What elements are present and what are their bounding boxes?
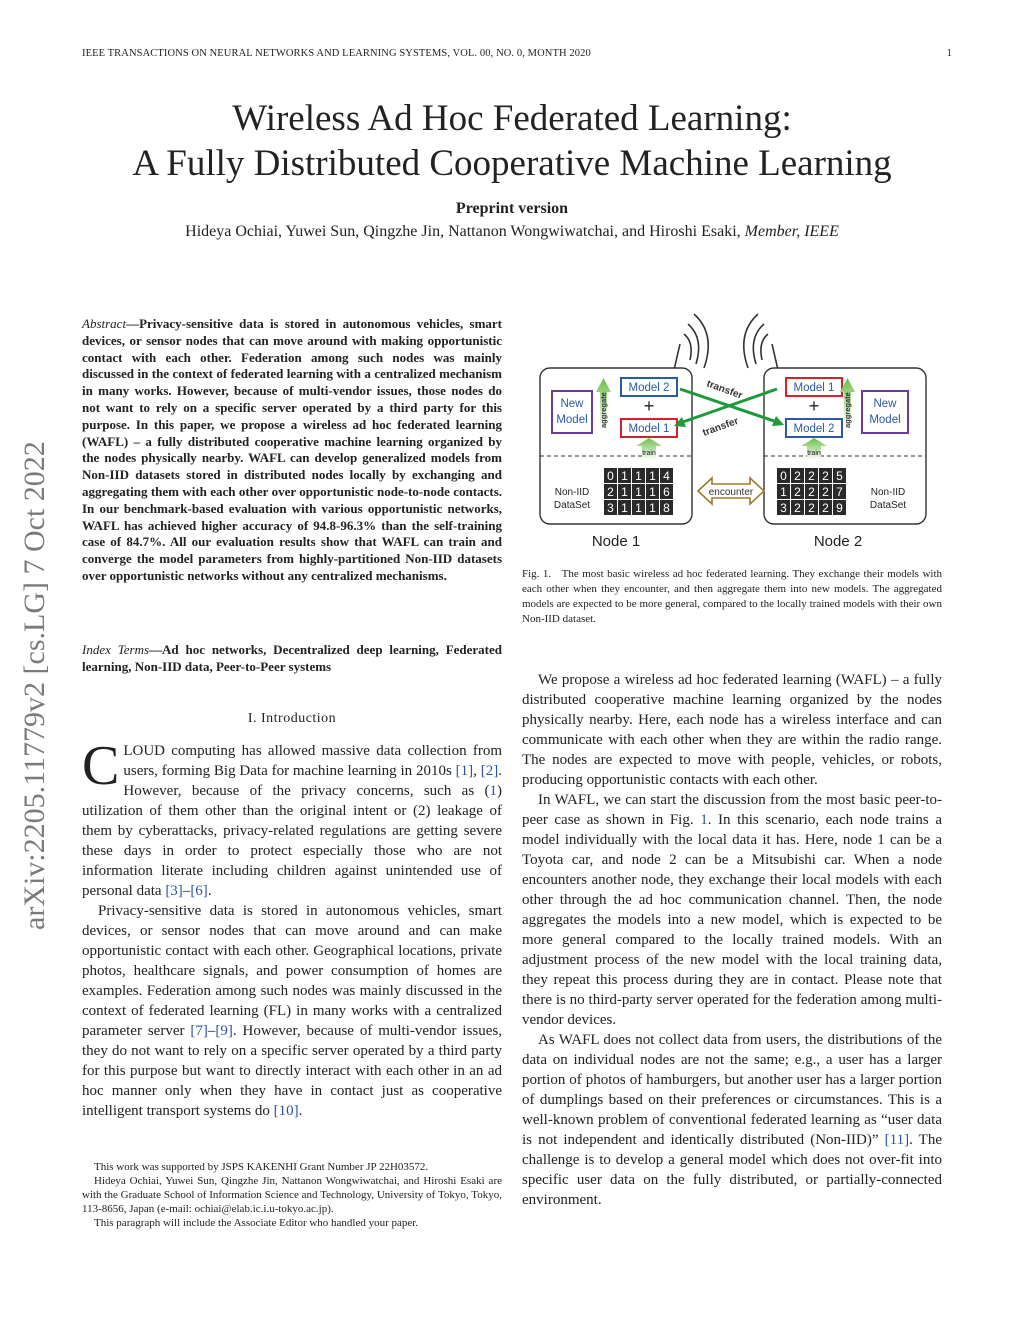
node-2-label: Node 2	[813, 533, 863, 550]
index-terms-text: —Ad hoc networks, Decentralized deep learning, Federated learning, Non-IID data, Peer-to-Peer systems	[82, 642, 503, 674]
paragraph: We propose a wireless ad hoc federated learning (WAFL) – a fully distributed cooperative machine learning organized by the nodes physically nearby. Here, each node has a wireless interface and can communicate with each other when they are within the radio range. The nodes are expected to move with people, vehicles, or robots, producing opportunistic contacts with each other.	[522, 672, 942, 788]
right-column-body	[522, 670, 942, 1210]
abstract	[82, 316, 502, 585]
train-label: train	[642, 450, 656, 457]
index-terms-label: Index Terms	[82, 642, 150, 657]
dataset-cell-value: 1	[649, 485, 656, 499]
dataset-cell-value: 5	[836, 469, 843, 483]
dataset-cell-value: 3	[780, 501, 787, 515]
subtitle: Preprint version	[455, 200, 569, 217]
index-terms	[82, 642, 502, 676]
arxiv-stamp: arXiv:2205.11779v2 [cs.LG] 7 Oct 2022	[18, 441, 51, 930]
dataset-cell-value: 0	[607, 469, 614, 483]
paper-title	[40, 96, 984, 186]
dataset-cell-value: 6	[663, 485, 670, 499]
dataset-label: DataSet	[869, 500, 907, 511]
introduction-body	[82, 735, 503, 1121]
abstract-text: —Privacy-sensitive data is stored in autonomous vehicles, smart devices, or sensor nodes that can move around with making opportunistic contact with each other. Federation among such nodes was mainly discussed in the context of federated learning with a centralized mechanism in many works. However, because of multi-vendor issues, those nodes do not want to rely on a specific server operated by a third party for this purpose. In this paper, we propose a wireless ad hoc federated learning (WAFL) – a fully distributed cooperative machine learning organized by the nodes physically nearby. WAFL can develop generalized models from Non-IID datasets stored in distributed nodes locally by exchanging and aggregating them with each other over opportunistic node-to-node contacts. In our benchmark-based evaluation with various opportunistic networks, WAFL has achieved higher accuracy of 94.8-96.3% than the self-training case of 84.7%. All our evaluation results show that WAFL can train and converge the model parameters from highly-partitioned Non-IID datasets over opportunistic networks without any centralized mechanisms.	[82, 316, 502, 583]
node-1-label: Node 1	[591, 533, 641, 550]
antenna-icon	[744, 314, 778, 370]
title-line-1: Wireless Ad Hoc Federated Learning:	[232, 98, 792, 139]
dataset-cell-value: 2	[808, 469, 815, 483]
new-model-label: Model	[556, 414, 588, 426]
transfer-label: transfer	[701, 415, 741, 439]
citation-link[interactable]: [1]	[455, 763, 474, 779]
dataset-cell-value: 3	[607, 501, 614, 515]
plus-sign: +	[643, 396, 655, 416]
model-2-label: Model 2	[628, 382, 670, 394]
dataset-cell-value: 2	[822, 485, 829, 499]
dataset-cell-value: 1	[649, 501, 656, 515]
citation-link[interactable]: [6]	[190, 883, 208, 899]
plus-sign: +	[808, 396, 820, 416]
figure-caption	[522, 567, 942, 627]
dataset-cell-value: 2	[607, 485, 614, 499]
journal-info: IEEE TRANSACTIONS ON NEURAL NETWORKS AND LEARNING SYSTEMS, VOL. 00, NO. 0, MONTH 2020	[82, 48, 591, 59]
dataset-cell-value: 0	[780, 469, 787, 483]
encounter-label: encounter	[708, 487, 754, 498]
caption-text: The most basic wireless ad hoc federated learning. They exchange their models with each other when they encounter, and then aggregate them into new models. The aggregated models are expected to be more general, compared to the locally trained models with their own Non-IID dataset.	[522, 568, 943, 625]
node-1-dataset-grid	[604, 468, 673, 515]
drop-cap: C	[82, 735, 120, 797]
aggregate-label: aggregate	[599, 392, 608, 428]
dataset-cell-value: 2	[794, 469, 801, 483]
citation-link[interactable]: [11]	[884, 1132, 910, 1148]
running-header	[82, 48, 952, 59]
new-model-label: Model	[869, 414, 901, 426]
caption-label: Fig. 1.	[522, 568, 552, 580]
dataset-cell-value: 1	[621, 501, 628, 515]
paragraph: As WAFL does not collect data from users, the distributions of the data on individual nodes are not the same; e.g., a user has a larger portion of photos of hamburgers, but another user has a larger portion of dumplings based on their preferences or circumstances. This is a well-known problem of conventional federated learning as “user data is not independent and identically distributed (Non-IID)” [11]. The challenge is to develop a general model which does not over-fit into specific user data on the fully distributed, or partially-connected environment.	[522, 1032, 942, 1208]
paragraph: In WAFL, we can start the discussion from the most basic peer-to-peer case as shown in Fig. 1. In this scenario, each node trains a model individually with the local data it has. Here, node 1 can be a Toyota car, and node 2 can be a Mitsubishi car. When a node encounters another node, they exchange their local models with each other through the ad hoc communication channel. Then, the node aggregates the models into a new model, which is expected to be more general compared to the locally trained models. With an adjustment process of the new model with the local training data, they repeat this process during they are in contact. Please note that there is no third-party server operated for the federation among multi-vendor devices.	[522, 792, 942, 1028]
dataset-cell-value: 2	[794, 501, 801, 515]
node-2-dataset-grid	[777, 468, 846, 515]
dataset-label: Non-IID	[554, 487, 590, 498]
citation-link[interactable]: [3]	[165, 883, 183, 899]
figure-1-diagram	[522, 300, 942, 560]
dataset-cell-value: 1	[621, 469, 628, 483]
dataset-cell-value: 1	[635, 469, 642, 483]
dataset-cell-value: 4	[663, 469, 670, 483]
dataset-cell-value: 8	[663, 501, 670, 515]
train-label: train	[807, 450, 821, 457]
dataset-label: Non-IID	[870, 487, 906, 498]
new-model-label: New	[560, 398, 584, 410]
dataset-cell-value: 2	[822, 469, 829, 483]
transfer-label: transfer	[704, 378, 744, 402]
citation-link[interactable]: [9]	[215, 1023, 233, 1039]
author-names: Hideya Ochiai, Yuwei Sun, Qingzhe Jin, Nattanon Wongwiwatchai, and Hiroshi Esaki,	[185, 223, 741, 240]
dataset-cell-value: 2	[808, 501, 815, 515]
dataset-cell-value: 1	[649, 469, 656, 483]
footnotes	[82, 1160, 502, 1230]
citation-link[interactable]: [2]	[480, 763, 499, 779]
footnote-funding: This work was supported by JSPS KAKENHI Grant Number JP 22H03572.	[94, 1161, 429, 1173]
intro-paragraph-2: Privacy-sensitive data is stored in autonomous vehicles, smart devices, or sensor nodes that can move around and can make opportunistic contact with each other. Geographical locations, private photos, healthcare signals, and power consumption of homes are examples. Federation among such nodes was mainly discussed in the context of federated learning (FL) in many works with a centralized parameter server [7]–[9]. However, because of multi-vendor issues, they do not want to rely on a specific server operated by a third party for this purpose but want to directly interact with each other in an ad hoc manner only when they have in contact just as cooperative intelligent transport systems do [10].	[82, 903, 502, 1119]
title-line-2: A Fully Distributed Cooperative Machine Learning	[132, 143, 892, 184]
author-list	[40, 223, 984, 241]
model-1-label: Model 1	[793, 382, 835, 394]
intro-paragraph-1: CLOUD computing has allowed massive data collection from users, forming Big Data for machine learning in 2010s [1], [2]. However, because of the privacy concerns, such as (1) utilization of them other than the original intent or (2) leakage of them by cyberattacks, privacy-related regulations are getting severe these days in order to protect especially those who are not information literate including children against unintended use of personal data [3]–[6].	[82, 735, 503, 899]
dataset-cell-value: 2	[794, 485, 801, 499]
dataset-cell-value: 2	[822, 501, 829, 515]
dataset-cell-value: 1	[621, 485, 628, 499]
footnote-affiliation: Hideya Ochiai, Yuwei Sun, Qingzhe Jin, Nattanon Wongwiwatchai, and Hiroshi Esaki are with the Graduate School of Information Science and Technology, University of Tokyo, Tokyo, 113-8656, Japan (e-mail: ochiai@elab.ic.i.u-tokyo.ac.jp).	[82, 1175, 502, 1215]
citation-link[interactable]: [7]	[190, 1023, 208, 1039]
dataset-cell-value: 1	[635, 485, 642, 499]
page-number: 1	[946, 48, 952, 59]
antenna-icon	[674, 314, 708, 370]
dataset-cell-value: 7	[836, 485, 843, 499]
dataset-cell-value: 1	[780, 485, 787, 499]
figure-link[interactable]: 1	[700, 812, 708, 828]
new-model-label: New	[873, 398, 897, 410]
section-heading: I. Introduction	[247, 711, 337, 726]
dataset-cell-value: 9	[836, 501, 843, 515]
aggregate-label: aggregate	[843, 392, 852, 428]
dataset-cell-value: 2	[808, 485, 815, 499]
author-membership: Member, IEEE	[744, 223, 839, 240]
citation-link[interactable]: [10]	[273, 1103, 299, 1119]
footnote-editor: This paragraph will include the Associate Editor who handled your paper.	[94, 1217, 419, 1229]
model-2-label: Model 2	[793, 423, 835, 435]
equation-link[interactable]: 1	[489, 783, 497, 799]
dataset-cell-value: 1	[635, 501, 642, 515]
dataset-label: DataSet	[553, 500, 591, 511]
model-1-label: Model 1	[628, 423, 670, 435]
abstract-label: Abstract	[82, 316, 127, 331]
